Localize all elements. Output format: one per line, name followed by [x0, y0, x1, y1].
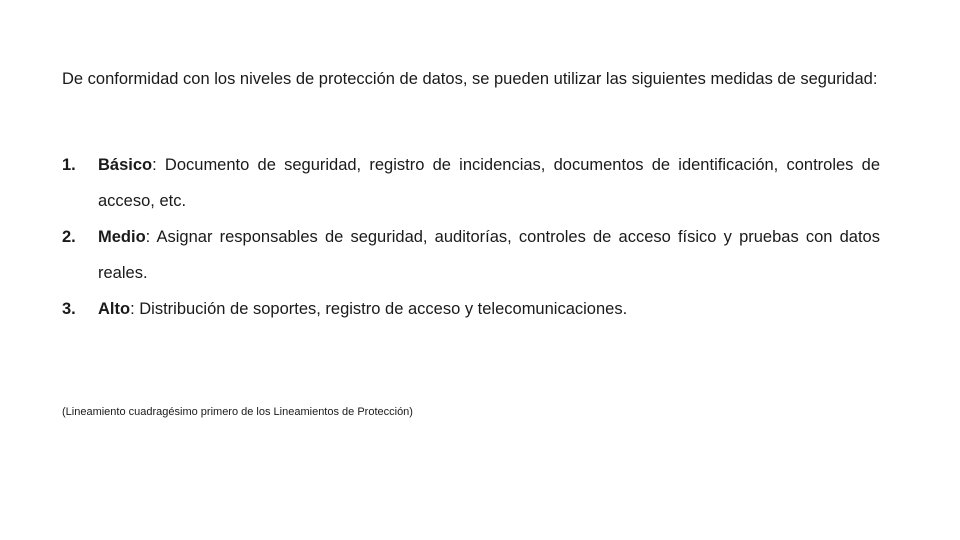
source-note: (Lineamiento cuadragésimo primero de los Lineamientos de Protección) [62, 406, 413, 418]
list-item-separator: : [145, 228, 157, 246]
list-item-separator: : [130, 300, 140, 318]
security-measures-list [62, 147, 880, 327]
list-item-term: Básico [98, 156, 153, 174]
list-item-number: 3. [62, 300, 76, 318]
list-item-description: Distribución de soportes, registro de acceso y telecomunicaciones. [139, 300, 628, 318]
list-item-description: Asignar responsables de seguridad, auditorías, controles de acceso físico y pruebas con datos reales. [98, 228, 880, 282]
list-item [62, 291, 880, 327]
list-item-number: 1. [62, 156, 76, 174]
list-item [62, 219, 880, 291]
list-item-description: Documento de seguridad, registro de incidencias, documentos de identificación, controles de acceso, etc. [98, 156, 881, 210]
list-item-term: Alto [98, 300, 131, 318]
list-item-number: 2. [62, 228, 76, 246]
intro-paragraph: De conformidad con los niveles de protección de datos, se pueden utilizar las siguientes medidas de seguridad: [62, 69, 878, 88]
list-item-separator: : [152, 156, 165, 174]
list-item [62, 147, 880, 219]
list-item-term: Medio [98, 228, 146, 246]
